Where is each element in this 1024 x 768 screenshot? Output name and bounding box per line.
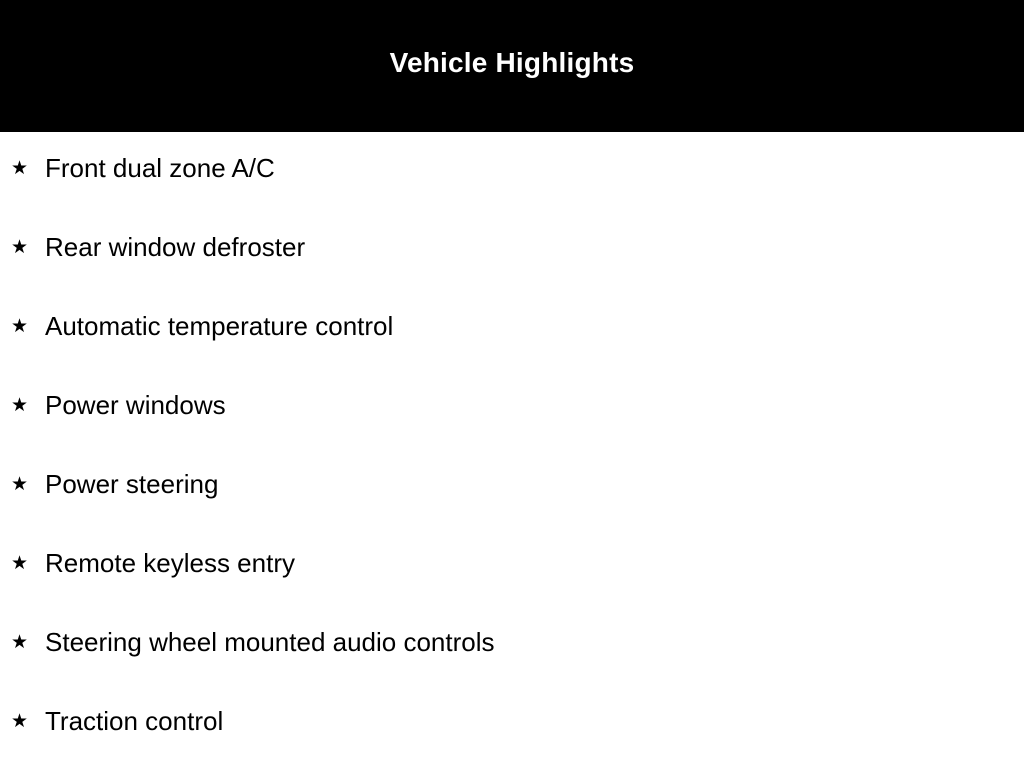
star-icon: ★ xyxy=(11,315,29,337)
list-item xyxy=(0,448,1024,499)
feature-label: Power steering xyxy=(45,469,219,499)
star-icon: ★ xyxy=(11,552,29,574)
list-item xyxy=(0,290,1024,341)
feature-label: Power windows xyxy=(45,390,226,420)
list-item xyxy=(0,211,1024,262)
list-item xyxy=(0,685,1024,736)
list-item xyxy=(0,369,1024,420)
header-bar xyxy=(0,0,1024,132)
star-icon: ★ xyxy=(11,236,29,258)
feature-label: Steering wheel mounted audio controls xyxy=(45,627,495,657)
star-icon: ★ xyxy=(11,157,29,179)
feature-label: Automatic temperature control xyxy=(45,311,394,341)
page-title: Vehicle Highlights xyxy=(389,47,635,78)
list-item xyxy=(0,132,1024,183)
list-item xyxy=(0,527,1024,578)
list-item xyxy=(0,606,1024,657)
feature-label: Traction control xyxy=(45,706,224,736)
feature-label: Front dual zone A/C xyxy=(45,153,275,183)
star-icon: ★ xyxy=(11,710,29,732)
feature-label: Rear window defroster xyxy=(45,232,306,262)
star-icon: ★ xyxy=(11,631,29,653)
star-icon: ★ xyxy=(11,473,29,495)
star-icon: ★ xyxy=(11,394,29,416)
feature-label: Remote keyless entry xyxy=(45,548,295,578)
